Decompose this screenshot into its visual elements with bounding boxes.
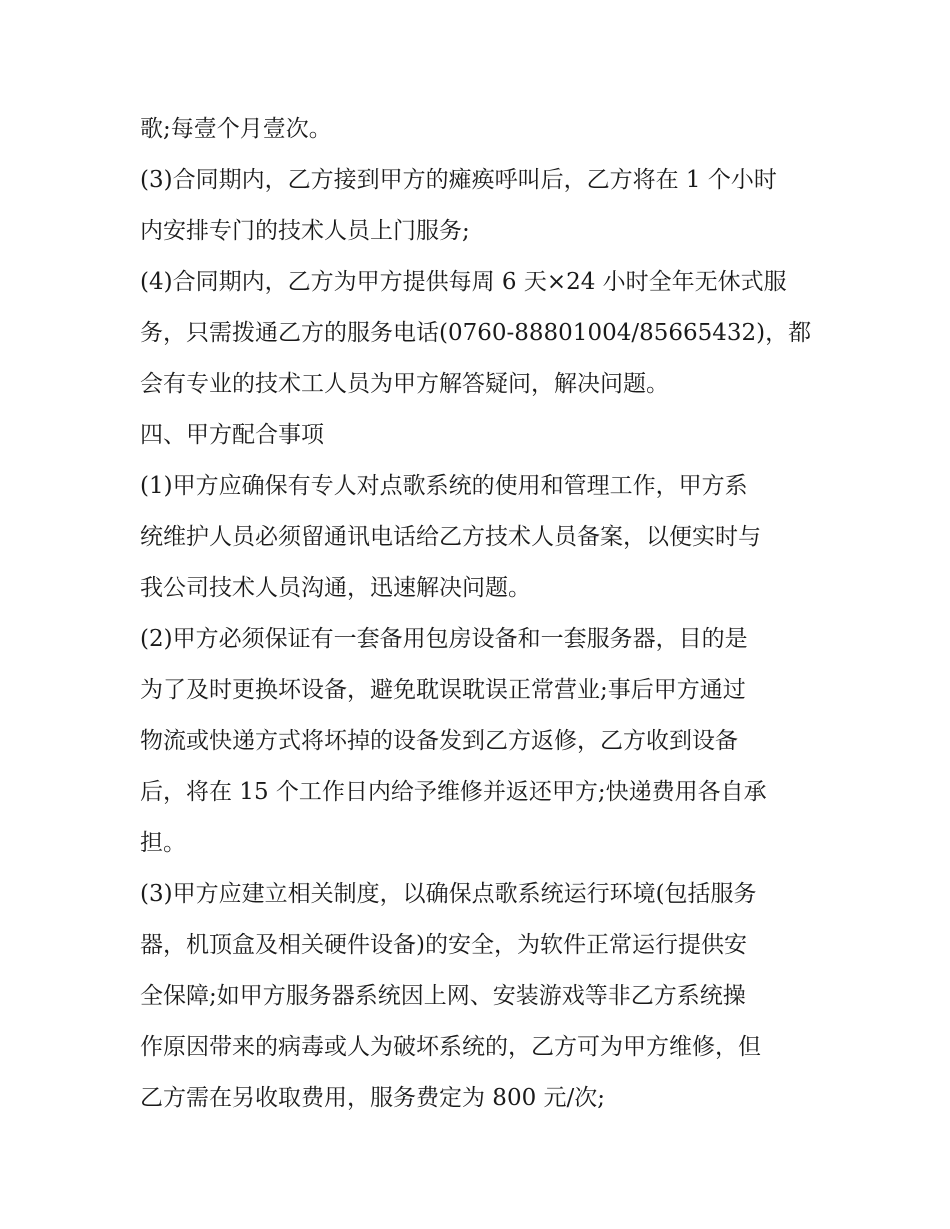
text-line: (3)甲方应建立相关制度，以确保点歌系统运行环境(包括服务: [140, 881, 757, 907]
text-line: (3)合同期内，乙方接到甲方的瘫痪呼叫后，乙方将在 1 个小时: [140, 167, 777, 193]
document-body: [140, 104, 820, 1124]
text-line: 担。: [140, 830, 186, 856]
text-line: 器，机顶盒及相关硬件设备)的安全，为软件正常运行提供安: [140, 932, 747, 958]
section-heading: 四、甲方配合事项: [140, 422, 324, 448]
text-line: (2)甲方必须保证有一套备用包房设备和一套服务器，目的是: [140, 626, 748, 652]
text-line: 我公司技术人员沟通，迅速解决问题。: [140, 575, 531, 601]
text-line: 乙方需在另收取费用，服务费定为 800 元/次;: [140, 1085, 606, 1111]
text-line: 务，只需拨通乙方的服务电话(0760-88801004/85665432)，都: [140, 320, 812, 346]
text-line: 歌;每壹个月壹次。: [140, 116, 332, 142]
text-line: (4)合同期内，乙方为甲方提供每周 6 天×24 小时全年无休式服: [140, 269, 787, 295]
text-line: 统维护人员必须留通讯电话给乙方技术人员备案，以便实时与: [140, 524, 761, 550]
text-line: 后，将在 15 个工作日内给予维修并返还甲方;快递费用各自承: [140, 779, 767, 805]
text-line: 物流或快递方式将坏掉的设备发到乙方返修，乙方收到设备: [140, 728, 738, 754]
text-line: (1)甲方应确保有专人对点歌系统的使用和管理工作，甲方系: [140, 473, 748, 499]
text-line: 作原因带来的病毒或人为破坏系统的，乙方可为甲方维修，但: [140, 1034, 761, 1060]
text-line: 内安排专门的技术人员上门服务;: [140, 218, 470, 244]
text-line: 为了及时更换坏设备，避免耽误耽误正常营业;事后甲方通过: [140, 677, 746, 703]
text-line: 会有专业的技术工人员为甲方解答疑问，解决问题。: [140, 371, 669, 397]
text-line: 全保障;如甲方服务器系统因上网、安装游戏等非乙方系统操: [140, 983, 746, 1009]
